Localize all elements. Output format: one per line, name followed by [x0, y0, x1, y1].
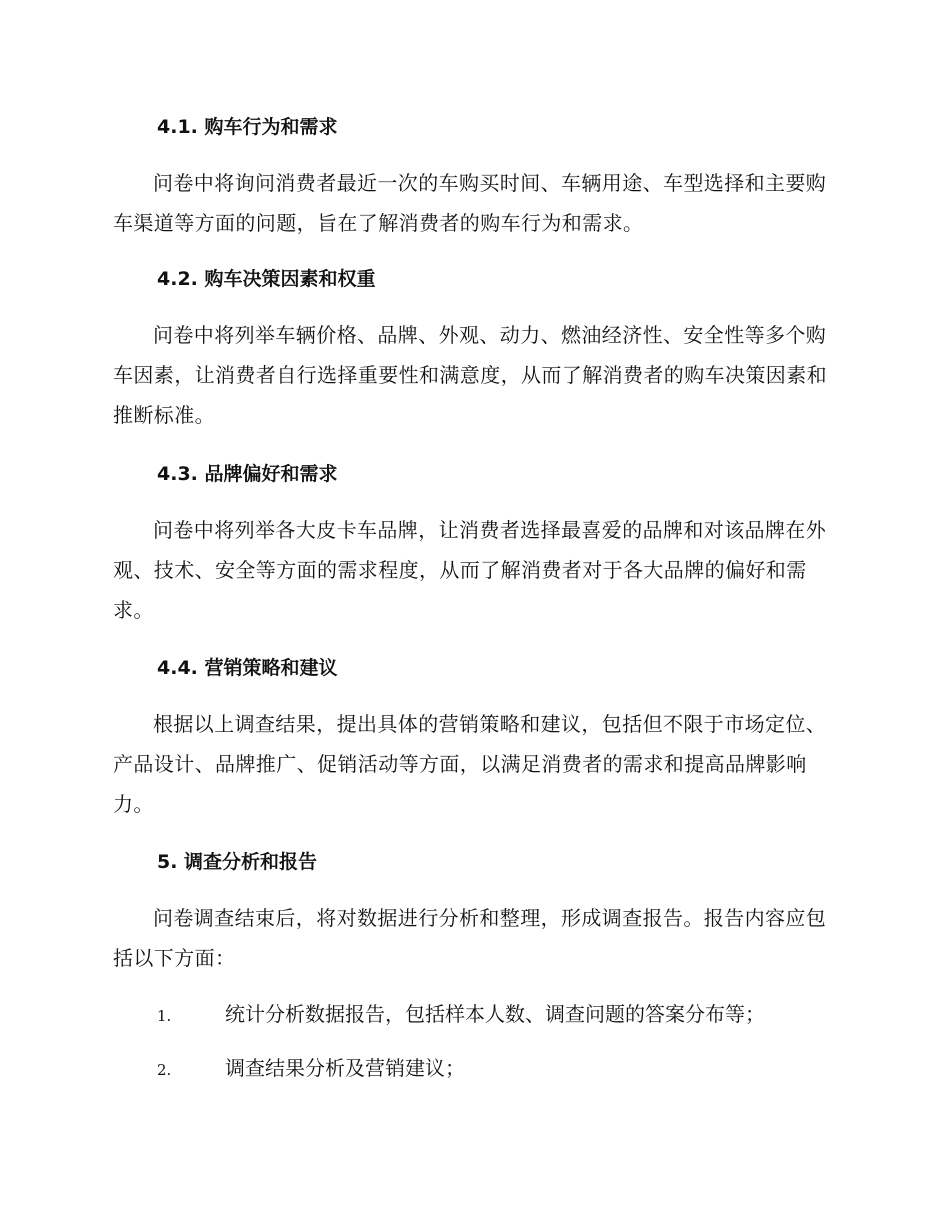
list-item-number: 2. — [157, 1061, 172, 1079]
list-item — [157, 1000, 765, 1030]
section-paragraph-4-2: 问卷中将列举车辆价格、品牌、外观、动力、燃油经济性、安全性等多个购车因素，让消费者自行选择重要性和满意度，从而了解消费者的购车决策因素和推断标准。 — [113, 323, 827, 427]
section-heading-4-3: 4.3. 品牌偏好和需求 — [157, 463, 338, 485]
section-paragraph-5: 问卷调查结束后，将对数据进行分析和整理，形成调查报告。报告内容应包括以下方面： — [113, 906, 827, 970]
section-heading-5: 5. 调查分析和报告 — [157, 851, 318, 873]
list-item-number: 1. — [157, 1007, 172, 1025]
list-item-text: 统计分析数据报告，包括样本人数、调查问题的答案分布等； — [225, 1002, 765, 1026]
section-paragraph-4-4: 根据以上调查结果，提出具体的营销策略和建议，包括但不限于市场定位、产品设计、品牌推广、促销活动等方面，以满足消费者的需求和提高品牌影响力。 — [113, 712, 827, 816]
section-heading-4-1: 4.1. 购车行为和需求 — [157, 116, 338, 138]
list-item — [157, 1054, 465, 1084]
section-heading-4-4: 4.4. 营销策略和建议 — [157, 657, 338, 679]
list-item-text: 调查结果分析及营销建议； — [225, 1056, 465, 1080]
section-heading-4-2: 4.2. 购车决策因素和权重 — [157, 268, 376, 290]
section-paragraph-4-3: 问卷中将列举各大皮卡车品牌，让消费者选择最喜爱的品牌和对该品牌在外观、技术、安全等方面的需求程度，从而了解消费者对于各大品牌的偏好和需求。 — [113, 518, 827, 622]
section-paragraph-4-1: 问卷中将询问消费者最近一次的车购买时间、车辆用途、车型选择和主要购车渠道等方面的问题，旨在了解消费者的购车行为和需求。 — [113, 171, 827, 235]
